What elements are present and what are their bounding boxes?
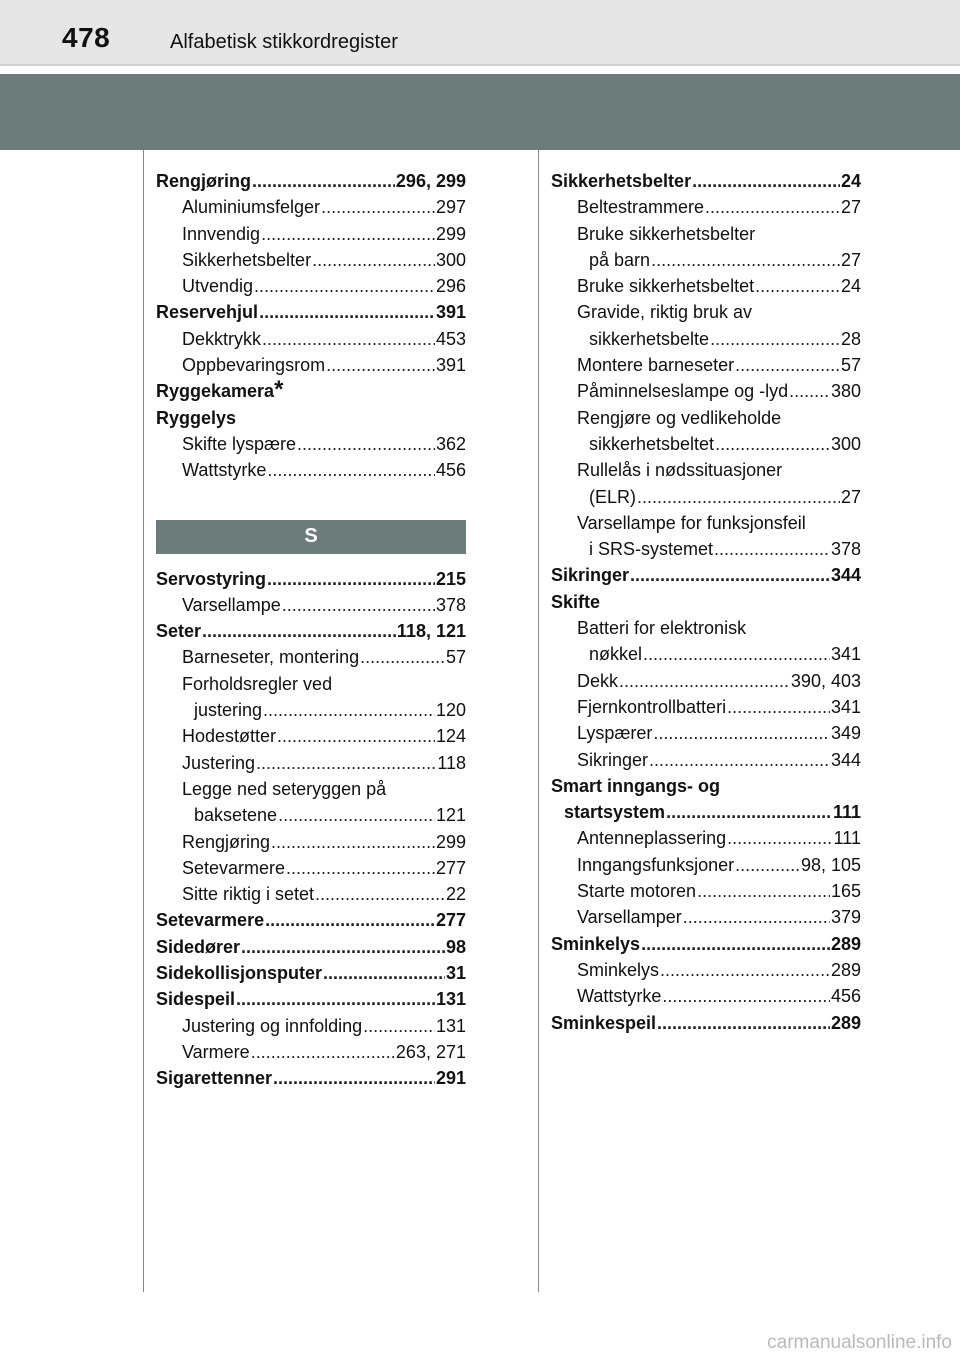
entry-label: Setevarmere <box>156 910 265 931</box>
index-entry <box>156 644 466 670</box>
entry-page: 391 <box>435 302 466 323</box>
index-entry <box>551 352 861 378</box>
index-entry <box>156 273 466 299</box>
index-entry <box>156 907 466 933</box>
dot-leader <box>261 221 435 247</box>
index-entry <box>156 592 466 618</box>
index-entry <box>156 431 466 457</box>
entry-label: Varsellampe <box>182 594 281 615</box>
entry-label: Batteri for elektronisk <box>577 618 747 639</box>
entry-page: 24 <box>840 171 861 191</box>
entry-label: Setevarmere <box>182 857 286 878</box>
index-entry <box>156 326 466 352</box>
index-entry <box>156 986 466 1012</box>
index-entry <box>156 168 466 194</box>
dot-leader <box>715 431 830 457</box>
entry-label: (ELR) <box>589 486 637 507</box>
entry-label: Smart inngangs- og <box>551 775 721 796</box>
entry-page: 165 <box>830 881 861 902</box>
entry-page: 98 <box>445 936 466 957</box>
entry-page: 380 <box>830 381 861 402</box>
entry-page: 27 <box>840 486 861 507</box>
dot-leader <box>267 457 435 483</box>
section-letter: S <box>304 525 318 548</box>
dot-leader <box>637 484 840 510</box>
entry-label: sikkerhetsbeltet <box>589 433 715 454</box>
index-entry <box>551 194 861 220</box>
index-entry <box>551 431 861 457</box>
entry-page: 22 <box>445 884 466 905</box>
entry-label: Wattstyrke <box>577 986 662 1007</box>
index-entry <box>551 747 861 773</box>
entry-label: Sikkerhetsbelter <box>551 171 692 191</box>
dot-leader <box>360 644 445 670</box>
entry-page: 297 <box>435 197 466 218</box>
dot-leader <box>641 931 830 957</box>
dot-leader <box>666 799 832 825</box>
header-banner <box>0 74 960 150</box>
index-entry <box>156 566 466 592</box>
entry-label: Lyspærer <box>577 723 653 744</box>
dot-leader <box>363 1013 435 1039</box>
dot-leader <box>254 273 435 299</box>
dot-leader <box>312 247 435 273</box>
entry-label: Påminnelseslampe og -lyd <box>577 381 789 402</box>
dot-leader <box>789 378 830 404</box>
entry-page: 299 <box>435 223 466 244</box>
entry-label: Sidespeil <box>156 989 236 1010</box>
index-entry <box>156 221 466 247</box>
entry-label: Hodestøtter <box>182 726 277 747</box>
entry-label: Wattstyrke <box>182 460 267 481</box>
index-entry <box>551 825 861 851</box>
index-entry <box>551 1010 861 1036</box>
entry-page: 341 <box>830 644 861 665</box>
entry-label: Rengjøre og vedlikeholde <box>577 407 782 428</box>
entry-label: Varsellampe for funksjonsfeil <box>577 512 806 533</box>
entry-label: Sminkespeil <box>551 1012 657 1033</box>
dot-leader <box>277 723 435 749</box>
entry-label: Sitte riktig i setet <box>182 884 315 905</box>
index-entry <box>551 378 861 404</box>
dot-leader <box>662 983 830 1009</box>
dot-leader <box>202 618 396 644</box>
entry-label: nøkkel <box>589 644 643 665</box>
dot-leader <box>262 326 435 352</box>
entry-label: Skifte lyspære <box>182 433 297 454</box>
entry-label: Inngangsfunksjoner <box>577 854 735 875</box>
entry-page: 28 <box>840 328 861 349</box>
entry-label: på barn <box>589 249 651 270</box>
index-entry <box>551 589 861 615</box>
entry-label: Fjernkontrollbatteri <box>577 696 727 717</box>
entry-label: Varsellamper <box>577 907 682 928</box>
dot-leader <box>273 1065 435 1091</box>
entry-label: Legge ned seteryggen på <box>182 778 387 799</box>
entry-page: 111 <box>832 802 861 823</box>
entry-page: 362 <box>435 433 466 454</box>
index-entry <box>156 881 466 907</box>
entry-page: 277 <box>435 910 466 931</box>
entry-page: 289 <box>830 1012 861 1033</box>
index-entry <box>156 671 466 697</box>
index-entry <box>156 247 466 273</box>
entry-label: Servostyring <box>156 568 267 589</box>
index-entry <box>551 931 861 957</box>
entry-label: startsystem <box>564 802 666 823</box>
index-entry <box>551 168 861 194</box>
index-entry <box>551 668 861 694</box>
index-entry <box>156 697 466 723</box>
dot-leader <box>263 697 435 723</box>
dot-leader <box>271 829 435 855</box>
index-entry: Ryggekamera * <box>156 376 284 404</box>
entry-label: Sidedører <box>156 936 241 957</box>
entry-page: 300 <box>830 433 861 454</box>
dot-leader <box>727 694 830 720</box>
index-entry <box>551 904 861 930</box>
entry-page: 296 <box>435 276 466 297</box>
entry-label: Seter <box>156 621 202 642</box>
entry-label: baksetene <box>194 805 278 826</box>
entry-page: 390, 403 <box>790 670 861 691</box>
entry-page: 456 <box>435 460 466 481</box>
section-header-s <box>156 520 466 554</box>
index-entry <box>156 1013 466 1039</box>
entry-label: Forholdsregler ved <box>182 673 333 694</box>
entry-label: Varmere <box>182 1041 250 1062</box>
entry-page: 291 <box>435 1068 466 1089</box>
entry-label: Rullelås i nødssituasjoner <box>577 460 783 481</box>
index-column-right <box>551 168 861 1036</box>
entry-label: Bruke sikkerhetsbeltet <box>577 276 755 297</box>
entry-page: 344 <box>830 749 861 770</box>
index-entry <box>156 723 466 749</box>
entry-label: Aluminiumsfelger <box>182 197 321 218</box>
entry-page: 131 <box>435 989 466 1010</box>
index-entry <box>156 618 466 644</box>
index-entry <box>551 326 861 352</box>
index-entry <box>551 273 861 299</box>
entry-page: 391 <box>435 355 466 376</box>
index-entry <box>156 776 466 802</box>
index-entry <box>156 405 466 431</box>
index-column-left <box>156 168 466 1092</box>
entry-page: 124 <box>435 726 466 747</box>
index-entry <box>156 299 466 325</box>
index-entry <box>156 352 466 378</box>
dot-leader <box>710 326 840 352</box>
index-list-s <box>156 566 466 1092</box>
dot-leader <box>660 957 830 983</box>
dot-leader <box>735 352 840 378</box>
entry-label: Oppbevaringsrom <box>182 355 326 376</box>
index-entry <box>156 194 466 220</box>
entry-page: 27 <box>840 197 861 218</box>
entry-label: Montere barneseter <box>577 355 735 376</box>
entry-label: i SRS-systemet <box>589 539 714 560</box>
index-list-s-continued <box>551 168 861 1036</box>
entry-page: 263, 271 <box>395 1041 466 1062</box>
entry-page: 120 <box>435 700 466 721</box>
index-entry <box>156 1065 466 1091</box>
dot-leader <box>697 878 830 904</box>
index-entry <box>156 802 466 828</box>
entry-page: 379 <box>830 907 861 928</box>
dot-leader <box>265 907 435 933</box>
index-entry <box>551 536 861 562</box>
entry-page: 31 <box>445 963 466 984</box>
index-entry <box>551 720 861 746</box>
dot-leader <box>241 934 445 960</box>
entry-label: Sigarettenner <box>156 1068 273 1089</box>
entry-page: 300 <box>435 249 466 270</box>
dot-leader <box>323 960 445 986</box>
index-list-r <box>156 168 466 484</box>
dot-leader <box>683 904 830 930</box>
entry-label: Sikkerhetsbelter <box>182 249 312 270</box>
column-divider-right <box>538 150 539 1292</box>
entry-label: Skifte <box>551 591 601 612</box>
entry-page: 299 <box>435 831 466 852</box>
dot-leader <box>657 1010 830 1036</box>
entry-label: Bruke sikkerhetsbelter <box>577 223 756 244</box>
entry-label: Antenneplassering <box>577 828 727 849</box>
dot-leader <box>267 566 435 592</box>
index-entry <box>551 773 861 799</box>
entry-label: Beltestrammere <box>577 197 705 218</box>
index-entry <box>551 983 861 1009</box>
entry-label: Sikringer <box>577 749 649 770</box>
dot-leader <box>651 247 840 273</box>
entry-label: sikkerhetsbelte <box>589 328 710 349</box>
entry-page: 289 <box>830 959 861 980</box>
entry-page: 215 <box>435 568 466 589</box>
dot-leader <box>326 352 435 378</box>
entry-page: 378 <box>830 539 861 560</box>
entry-page: 349 <box>830 723 861 744</box>
page-header <box>0 0 960 66</box>
dot-leader <box>236 986 435 1012</box>
entry-page: 24 <box>840 276 861 297</box>
index-entry <box>551 694 861 720</box>
entry-label: justering <box>194 700 263 721</box>
entry-page: 378 <box>435 594 466 615</box>
entry-label: Justering <box>182 752 256 773</box>
entry-label: Sminkelys <box>551 933 641 954</box>
header-title: Alfabetisk stikkordregister <box>170 31 398 53</box>
entry-label: Starte motoren <box>577 881 697 902</box>
entry-page: 453 <box>435 328 466 349</box>
entry-page: 131 <box>435 1015 466 1036</box>
dot-leader <box>297 431 435 457</box>
entry-label: Justering og innfolding <box>182 1015 363 1036</box>
entry-label: Sminkelys <box>577 959 660 980</box>
entry-page: 344 <box>830 565 861 586</box>
dot-leader <box>256 750 436 776</box>
entry-page: 118 <box>437 752 466 773</box>
entry-label: Sikringer <box>551 565 630 586</box>
entry-page: 57 <box>840 355 861 376</box>
index-entry <box>156 960 466 986</box>
page-number: 478 <box>62 22 111 53</box>
entry-page: 341 <box>830 696 861 717</box>
index-entry <box>156 457 466 483</box>
dot-leader <box>251 1039 395 1065</box>
dot-leader <box>643 641 830 667</box>
index-entry <box>551 247 861 273</box>
index-entry <box>156 1039 466 1065</box>
entry-page: 296, 299 <box>395 171 466 191</box>
dot-leader <box>286 855 435 881</box>
entry-label: Ryggekamera <box>156 381 275 402</box>
entry-page: 27 <box>840 249 861 270</box>
entry-label: Ryggelys <box>156 407 237 428</box>
watermark: carmanualsonline.info <box>767 1332 952 1353</box>
index-entry <box>551 299 861 325</box>
dot-leader <box>649 747 830 773</box>
entry-label: Rengjøring <box>182 831 271 852</box>
dot-leader <box>321 194 435 220</box>
dot-leader <box>735 852 800 878</box>
index-entry <box>551 641 861 667</box>
entry-label: Utvendig <box>182 276 254 297</box>
entry-page: 111 <box>833 828 861 849</box>
dot-leader <box>278 802 435 828</box>
entry-page: 289 <box>830 933 861 954</box>
entry-page: 98, 105 <box>800 854 861 875</box>
dot-leader <box>653 720 830 746</box>
entry-page: 456 <box>830 986 861 1007</box>
index-entry <box>551 510 861 536</box>
column-divider-left <box>143 150 144 1292</box>
index-entry <box>156 855 466 881</box>
dot-leader <box>315 881 445 907</box>
entry-label: Barneseter, montering <box>182 647 360 668</box>
index-entry <box>551 405 861 431</box>
dot-leader <box>692 168 840 194</box>
entry-label: Innvendig <box>182 223 261 244</box>
entry-page: 277 <box>435 857 466 878</box>
dot-leader <box>619 668 790 694</box>
entry-page: 118, 121 <box>396 621 466 642</box>
index-entry <box>156 934 466 960</box>
dot-leader <box>630 562 830 588</box>
index-entry <box>551 799 861 825</box>
entry-label: Sidekollisjonsputer <box>156 963 323 984</box>
dot-leader <box>282 592 435 618</box>
dot-leader <box>252 168 395 194</box>
index-entry <box>156 829 466 855</box>
dot-leader <box>755 273 840 299</box>
dot-leader <box>705 194 840 220</box>
dot-leader <box>727 825 833 851</box>
dot-leader <box>259 299 435 325</box>
entry-label: Rengjøring <box>156 171 251 191</box>
entry-page: 57 <box>445 647 466 668</box>
index-entry <box>551 457 861 483</box>
dot-leader <box>714 536 830 562</box>
entry-label: Gravide, riktig bruk av <box>577 302 753 323</box>
index-entry <box>551 852 861 878</box>
index-entry <box>551 957 861 983</box>
entry-page: 121 <box>435 805 466 826</box>
index-entry <box>551 878 861 904</box>
index-entry <box>551 484 861 510</box>
entry-label: Reservehjul <box>156 302 259 323</box>
index-entry <box>551 221 861 247</box>
entry-label: Dekktrykk <box>182 328 262 349</box>
index-entry <box>156 750 466 776</box>
entry-label: Dekk <box>577 670 619 691</box>
index-entry <box>551 562 861 588</box>
index-entry <box>551 615 861 641</box>
